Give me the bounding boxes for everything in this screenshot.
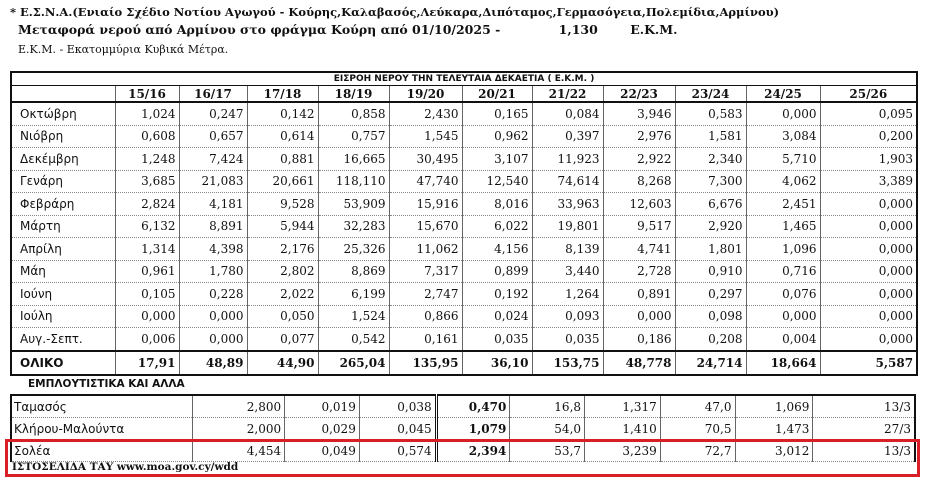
- inflow-cell: 0,035: [532, 328, 603, 351]
- dam-cell: 0,038: [359, 395, 436, 418]
- dam-cell: 0,045: [359, 418, 436, 440]
- inflow-cell: 0,962: [462, 125, 532, 148]
- inflow-cell: 6,676: [675, 193, 746, 216]
- inflow-cell: 0,084: [532, 102, 603, 125]
- total-cell: 44,90: [247, 351, 318, 375]
- year-header: 15/16: [115, 86, 179, 103]
- transfer-unit: Ε.Κ.Μ.: [630, 22, 678, 37]
- inflow-cell: 0,098: [675, 305, 746, 328]
- inflow-cell: 1,780: [179, 260, 247, 283]
- year-header-blank: [11, 86, 115, 103]
- month-label: Νιόβρη: [11, 125, 115, 148]
- inflow-cell: 6,199: [318, 283, 389, 306]
- inflow-cell: 0,186: [603, 328, 675, 351]
- inflow-cell: 0,858: [318, 102, 389, 125]
- dam-cell: 1,079: [436, 418, 510, 440]
- dam-cell: 0,470: [436, 395, 510, 418]
- inflow-cell: 0,161: [389, 328, 462, 351]
- inflow-cell: 1,903: [820, 148, 917, 171]
- dam-cell: 72,7: [660, 440, 735, 462]
- inflow-cell: 0,105: [115, 283, 179, 306]
- inflow-cell: 0,614: [247, 125, 318, 148]
- inflow-cell: 5,710: [746, 148, 820, 171]
- dam-cell: 0,029: [285, 418, 360, 440]
- table-row: [11, 125, 917, 148]
- dam-cell: 1,317: [585, 395, 661, 418]
- year-header-row: [11, 86, 917, 103]
- inflow-cell: 1,465: [746, 215, 820, 238]
- inflow-cell: 2,340: [675, 148, 746, 171]
- dam-cell: 27/3: [813, 418, 915, 440]
- total-cell: 18,664: [746, 351, 820, 375]
- inflow-cell: 0,077: [247, 328, 318, 351]
- month-label: Δεκέμβρη: [11, 148, 115, 171]
- inflow-cell: 1,581: [675, 125, 746, 148]
- inflow-cell: 0,881: [247, 148, 318, 171]
- inflow-cell: 0,000: [820, 305, 917, 328]
- inflow-cell: 2,802: [247, 260, 318, 283]
- inflow-cell: 7,317: [389, 260, 462, 283]
- year-header: 17/18: [247, 86, 318, 103]
- inflow-cell: 2,430: [389, 102, 462, 125]
- total-cell: 265,04: [318, 351, 389, 375]
- inflow-table-title: ΕΙΣΡΟΗ ΝΕΡΟΥ ΤΗΝ ΤΕΛΕΥΤΑΙΑ ΔΕΚΑΕΤΙΑ ( Ε.Κ.Μ. ): [11, 72, 917, 86]
- inflow-cell: 0,910: [675, 260, 746, 283]
- dam-cell: 13/3: [813, 395, 915, 418]
- inflow-cell: 8,016: [462, 193, 532, 216]
- inflow-cell: 0,866: [389, 305, 462, 328]
- month-label: Μάρτη: [11, 215, 115, 238]
- irrigation-section-title: ΕΜΠΛΟΥΤΙΣΤΙΚΑ ΚΑΙ ΑΛΛΑ: [28, 378, 185, 390]
- inflow-cell: 8,268: [603, 170, 675, 193]
- inflow-cell: 118,110: [318, 170, 389, 193]
- inflow-cell: 0,247: [179, 102, 247, 125]
- inflow-cell: 2,022: [247, 283, 318, 306]
- total-cell: 135,95: [389, 351, 462, 375]
- inflow-cell: 2,976: [603, 125, 675, 148]
- inflow-cell: 2,824: [115, 193, 179, 216]
- unit-note: Ε.Κ.Μ. - Εκατομμύρια Κυβικά Μέτρα.: [18, 43, 229, 56]
- inflow-cell: 0,004: [746, 328, 820, 351]
- inflow-cell: 11,923: [532, 148, 603, 171]
- year-header: 18/19: [318, 86, 389, 103]
- dam-cell: 3,012: [735, 440, 813, 462]
- table-row: [11, 328, 917, 351]
- total-cell: 48,89: [179, 351, 247, 375]
- inflow-cell: 2,728: [603, 260, 675, 283]
- inflow-cell: 25,326: [318, 238, 389, 261]
- month-label: Γενάρη: [11, 170, 115, 193]
- table-row: [11, 305, 917, 328]
- inflow-cell: 0,000: [820, 193, 917, 216]
- inflow-cell: 1,248: [115, 148, 179, 171]
- table-row: [11, 395, 915, 418]
- inflow-cell: 7,424: [179, 148, 247, 171]
- inflow-cell: 0,142: [247, 102, 318, 125]
- header-reservoirs-line: * Ε.Σ.Ν.Α.(Ενιαίο Σχέδιο Νοτίου Αγωγού - Κούρης,Καλαβασός,Λεύκαρα,Διπόταμος,Γερμασόγεια,Πολεμίδια,Αρμίνου): [10, 5, 780, 19]
- dam-cell: 0,049: [285, 440, 360, 462]
- year-header: 22/23: [603, 86, 675, 103]
- inflow-cell: 0,095: [820, 102, 917, 125]
- inflow-cell: 19,801: [532, 215, 603, 238]
- dam-cell: 2,000: [192, 418, 285, 440]
- inflow-cell: 0,000: [820, 283, 917, 306]
- table-row: [11, 283, 917, 306]
- inflow-cell: 0,397: [532, 125, 603, 148]
- dam-cell: 1,410: [585, 418, 661, 440]
- year-header: 25/26: [820, 86, 917, 103]
- inflow-cell: 0,208: [675, 328, 746, 351]
- year-header: 20/21: [462, 86, 532, 103]
- inflow-cell: 1,545: [389, 125, 462, 148]
- year-header: 23/24: [675, 86, 746, 103]
- inflow-cell: 0,093: [532, 305, 603, 328]
- inflow-cell: 8,869: [318, 260, 389, 283]
- inflow-cell: 0,000: [115, 305, 179, 328]
- website-footer: ΙΣΤΟΣΕΛΙΔΑ ΤΑΥ www.moa.gov.cy/wdd: [12, 461, 239, 473]
- dam-cell: 3,239: [585, 440, 661, 462]
- inflow-cell: 9,528: [247, 193, 318, 216]
- inflow-cell: 0,000: [820, 238, 917, 261]
- dam-cell: 0,019: [285, 395, 360, 418]
- month-label: Μάη: [11, 260, 115, 283]
- dam-cell: 4,454: [192, 440, 285, 462]
- inflow-cell: 0,000: [179, 328, 247, 351]
- inflow-cell: 0,035: [462, 328, 532, 351]
- inflow-cell: 3,685: [115, 170, 179, 193]
- dam-cell: 2,394: [436, 440, 510, 462]
- inflow-cell: 8,139: [532, 238, 603, 261]
- year-header: 21/22: [532, 86, 603, 103]
- dam-cell: 0,574: [359, 440, 436, 462]
- year-header: 16/17: [179, 86, 247, 103]
- highlight-box: [5, 439, 920, 477]
- month-label: Ιούνη: [11, 283, 115, 306]
- total-cell: 153,75: [532, 351, 603, 375]
- total-cell: 36,10: [462, 351, 532, 375]
- inflow-cell: 2,922: [603, 148, 675, 171]
- month-label: Ιούλη: [11, 305, 115, 328]
- dam-cell: 1,069: [735, 395, 813, 418]
- year-header: 24/25: [746, 86, 820, 103]
- total-row: [11, 351, 917, 375]
- inflow-cell: 0,608: [115, 125, 179, 148]
- transfer-text: Μεταφορά νερού από Αρμίνου στο φράγμα Κούρη από 01/10/2025 -: [18, 22, 501, 37]
- table-row: [11, 418, 915, 440]
- inflow-cell: 0,000: [820, 260, 917, 283]
- total-cell: 5,587: [820, 351, 917, 375]
- inflow-cell: 0,757: [318, 125, 389, 148]
- inflow-cell: 2,920: [675, 215, 746, 238]
- inflow-cell: 0,192: [462, 283, 532, 306]
- inflow-cell: 6,132: [115, 215, 179, 238]
- inflow-cell: 12,603: [603, 193, 675, 216]
- total-cell: 24,714: [675, 351, 746, 375]
- inflow-cell: 30,495: [389, 148, 462, 171]
- inflow-cell: 0,076: [746, 283, 820, 306]
- inflow-table-title-row: [11, 72, 917, 86]
- inflow-cell: 12,540: [462, 170, 532, 193]
- table-row: [11, 193, 917, 216]
- inflow-cell: 7,300: [675, 170, 746, 193]
- inflow-cell: 4,062: [746, 170, 820, 193]
- table-row: [11, 102, 917, 125]
- inflow-cell: 3,389: [820, 170, 917, 193]
- inflow-cell: 0,000: [603, 305, 675, 328]
- month-label: Οκτώβρη: [11, 102, 115, 125]
- inflow-cell: 1,524: [318, 305, 389, 328]
- header-transfer-line: [18, 22, 677, 37]
- inflow-cell: 15,670: [389, 215, 462, 238]
- inflow-cell: 1,264: [532, 283, 603, 306]
- inflow-cell: 8,891: [179, 215, 247, 238]
- inflow-cell: 21,083: [179, 170, 247, 193]
- inflow-cell: 0,006: [115, 328, 179, 351]
- inflow-cell: 16,665: [318, 148, 389, 171]
- inflow-cell: 11,062: [389, 238, 462, 261]
- inflow-cell: 1,801: [675, 238, 746, 261]
- inflow-cell: 0,000: [746, 305, 820, 328]
- total-label: ΟΛΙΚΟ: [11, 351, 115, 375]
- inflow-cell: 3,946: [603, 102, 675, 125]
- inflow-cell: 0,891: [603, 283, 675, 306]
- inflow-cell: 4,181: [179, 193, 247, 216]
- dam-cell: 13/3: [813, 440, 915, 462]
- table-row: [11, 215, 917, 238]
- table-row: [11, 148, 917, 171]
- total-cell: 48,778: [603, 351, 675, 375]
- inflow-cell: 0,024: [462, 305, 532, 328]
- dam-label: Σολέα: [11, 440, 192, 462]
- table-row: [11, 170, 917, 193]
- dam-cell: 54,0: [510, 418, 585, 440]
- dam-cell: 1,473: [735, 418, 813, 440]
- inflow-cell: 0,000: [820, 215, 917, 238]
- inflow-cell: 1,096: [746, 238, 820, 261]
- inflow-cell: 0,542: [318, 328, 389, 351]
- month-label: Φεβράρη: [11, 193, 115, 216]
- month-label: Απρίλη: [11, 238, 115, 261]
- dam-cell: 53,7: [510, 440, 585, 462]
- inflow-cell: 74,614: [532, 170, 603, 193]
- dam-cell: 47,0: [660, 395, 735, 418]
- inflow-cell: 0,000: [820, 328, 917, 351]
- inflow-cell: 4,398: [179, 238, 247, 261]
- dam-label: Ταμασός: [11, 395, 192, 418]
- inflow-cell: 0,961: [115, 260, 179, 283]
- inflow-cell: 33,963: [532, 193, 603, 216]
- inflow-cell: 4,741: [603, 238, 675, 261]
- inflow-cell: 0,297: [675, 283, 746, 306]
- inflow-cell: 15,916: [389, 193, 462, 216]
- inflow-cell: 0,000: [179, 305, 247, 328]
- table-row: [11, 238, 917, 261]
- inflow-cell: 0,228: [179, 283, 247, 306]
- inflow-cell: 5,944: [247, 215, 318, 238]
- inflow-cell: 3,107: [462, 148, 532, 171]
- inflow-cell: 53,909: [318, 193, 389, 216]
- inflow-cell: 0,583: [675, 102, 746, 125]
- inflow-cell: 0,657: [179, 125, 247, 148]
- inflow-cell: 0,050: [247, 305, 318, 328]
- inflow-cell: 0,165: [462, 102, 532, 125]
- dam-cell: 70,5: [660, 418, 735, 440]
- inflow-cell: 0,716: [746, 260, 820, 283]
- dam-cell: 16,8: [510, 395, 585, 418]
- inflow-cell: 2,176: [247, 238, 318, 261]
- inflow-cell: 9,517: [603, 215, 675, 238]
- transfer-value: 1,130: [558, 22, 598, 37]
- inflow-cell: 20,661: [247, 170, 318, 193]
- inflow-cell: 4,156: [462, 238, 532, 261]
- inflow-cell: 3,084: [746, 125, 820, 148]
- inflow-table: [10, 71, 918, 376]
- inflow-cell: 1,314: [115, 238, 179, 261]
- inflow-cell: 3,440: [532, 260, 603, 283]
- total-cell: 17,91: [115, 351, 179, 375]
- inflow-cell: 6,022: [462, 215, 532, 238]
- table-row: [11, 260, 917, 283]
- dam-cell: 2,800: [192, 395, 285, 418]
- year-header: 19/20: [389, 86, 462, 103]
- inflow-cell: 47,740: [389, 170, 462, 193]
- inflow-cell: 1,024: [115, 102, 179, 125]
- month-label: Αυγ.-Σεπτ.: [11, 328, 115, 351]
- dam-label: Κλήρου-Μαλούντα: [11, 418, 192, 440]
- inflow-cell: 0,200: [820, 125, 917, 148]
- inflow-cell: 2,747: [389, 283, 462, 306]
- inflow-cell: 2,451: [746, 193, 820, 216]
- inflow-cell: 0,899: [462, 260, 532, 283]
- inflow-cell: 0,000: [746, 102, 820, 125]
- inflow-cell: 32,283: [318, 215, 389, 238]
